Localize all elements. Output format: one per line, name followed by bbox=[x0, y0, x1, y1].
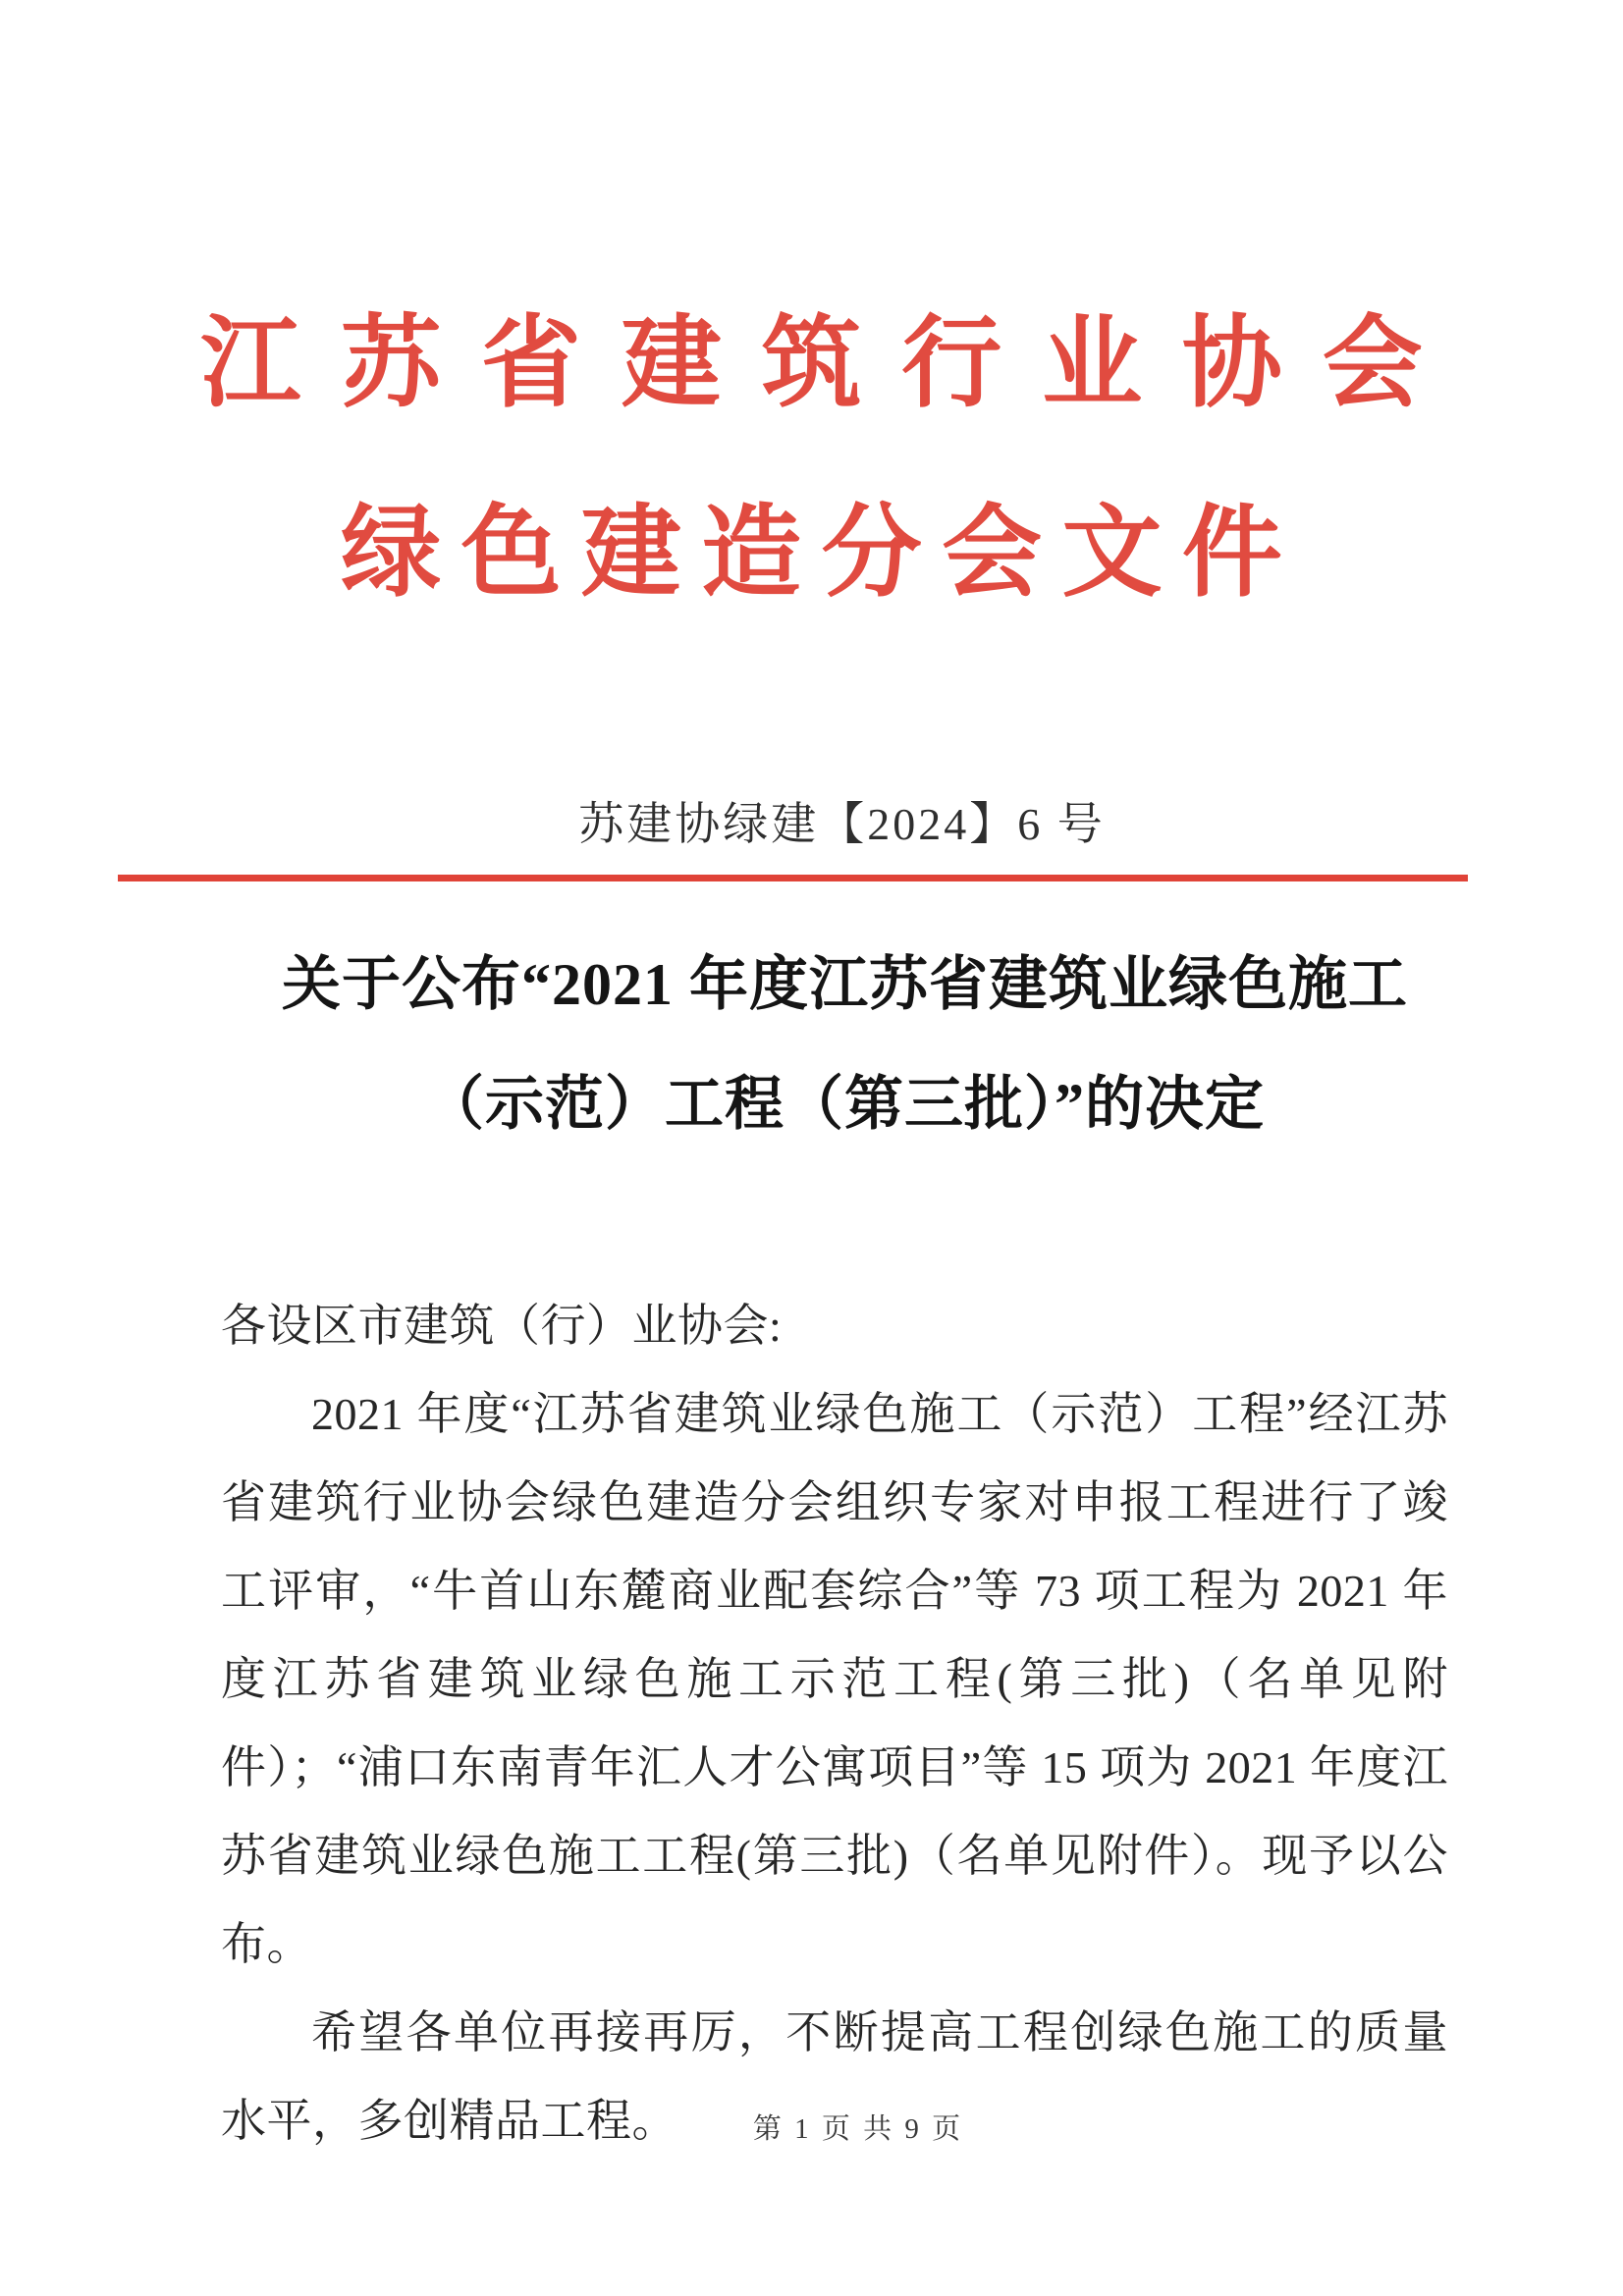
red-divider-line bbox=[118, 875, 1468, 881]
doc-number: 苏建协绿建【2024】6 号 bbox=[578, 799, 1106, 850]
org-title-line-1: 江苏省建筑行业协会 bbox=[200, 309, 1463, 420]
doc-title-line-2: （示范）工程（第三批）”的决定 bbox=[425, 1072, 1265, 1138]
salutation: 各设区市建筑（行）业协会: bbox=[221, 1301, 783, 1352]
body-paragraph-1: 2021 年度“江苏省建筑业绿色施工（示范）工程”经江苏省建筑行业协会绿色建造分会组织专家对申报工程进行了竣工评审，“牛首山东麓商业配套综合”等 73 项工程为 2021 年度江苏省建筑业绿色施工示范工程(第三批)（名单见附件）；“浦口东南青年汇人才公寓项目”等 15 项为 2021 年度江苏省建筑业绿色施工工程(第三批)（名单见附件）。现予以公布。 bbox=[221, 1389, 1448, 1970]
body-paragraph-2: 希望各单位再接再厉，不断提高工程创绿色施工的质量水平，多创精品工程。 bbox=[221, 2007, 1448, 2147]
org-title-line-2: 绿色建造分会文件 bbox=[341, 499, 1303, 611]
org-header bbox=[0, 0, 1623, 611]
document-body bbox=[221, 1282, 1448, 2165]
page-number-footer: 第 1 页 共 9 页 bbox=[752, 2113, 964, 2145]
doc-title bbox=[67, 952, 1623, 1137]
doc-title-line-1: 关于公布“2021 年度江苏省建筑业绿色施工 bbox=[282, 952, 1408, 1018]
